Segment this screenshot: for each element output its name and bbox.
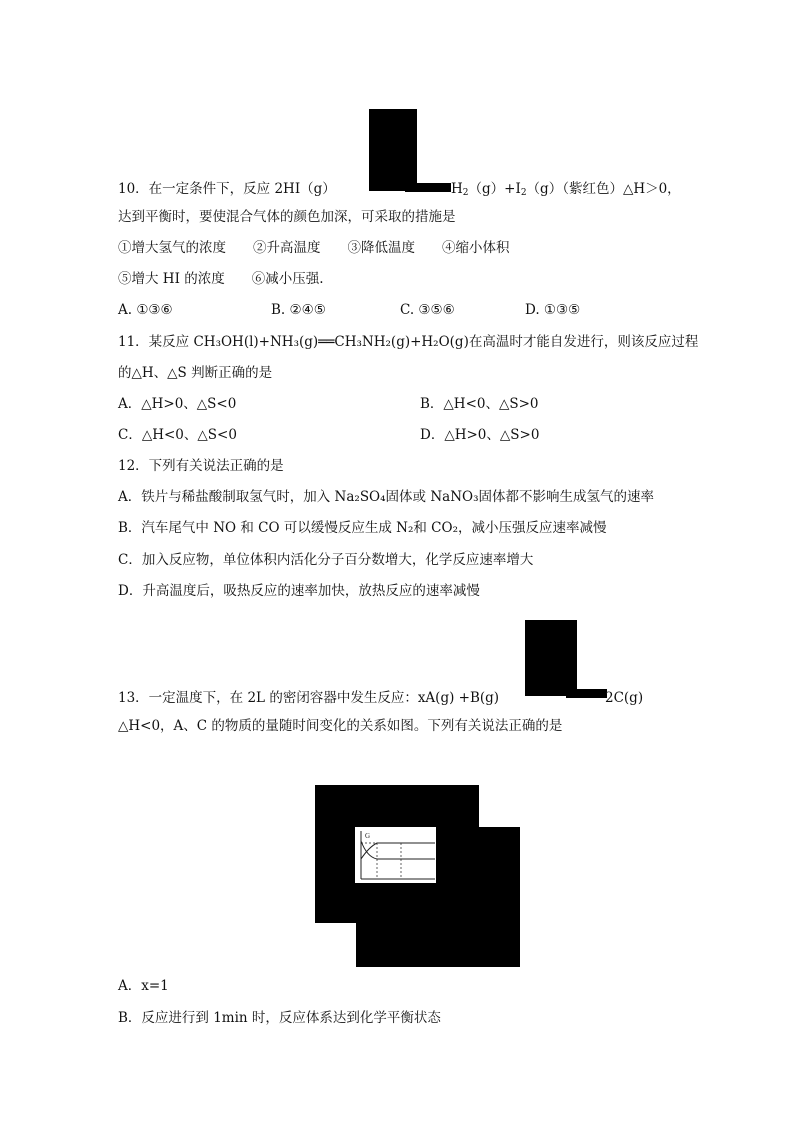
- redaction-block-q13-arrow: [566, 689, 607, 698]
- q10-line1-right: [451, 180, 681, 202]
- q10-option-c: C. ③⑤⑥: [400, 302, 455, 318]
- q13-line1-right: 2C(g): [605, 690, 644, 706]
- q11-line2: 的△H、△S 判断正确的是: [118, 365, 273, 381]
- q11-option-c: C．△H<0、△S<0: [118, 427, 237, 443]
- q12-option-b: B．汽车尾气中 NO 和 CO 可以缓慢反应生成 N₂和 CO₂，减小压强反应速率减慢: [118, 520, 607, 536]
- q11-line1: 11．某反应 CH₃OH(l)+NH₃(g)══CH₃NH₂(g)+H₂O(g)在高温时才能自发进行，则该反应过程: [118, 334, 699, 350]
- q10-line1-start: 10．在一定条件下，反应 2HI（g）: [118, 181, 336, 197]
- q13-line1: 13．一定温度下，在 2L 的密闭容器中发生反应：xA(g) +B(g): [118, 690, 500, 706]
- redaction-block-q13-tall: [525, 620, 577, 696]
- q10-h2-sub: 2: [462, 188, 469, 198]
- q10-items1: ①增大氢气的浓度 ②升高温度 ③降低温度 ④缩小体积: [118, 240, 510, 256]
- q11-option-a: A．△H>0、△S<0: [118, 396, 237, 412]
- q10-option-d: D. ①③⑤: [525, 302, 581, 318]
- q10-i2-text: （g）+I: [468, 181, 521, 197]
- redaction-block-q10-arrow: [405, 183, 451, 192]
- q10-i2-sub: 2: [520, 188, 527, 198]
- q10-line2: 达到平衡时，要使混合气体的颜色加深，可采取的措施是: [118, 209, 456, 225]
- graph-svg: [355, 827, 436, 883]
- q11-option-d: D．△H>0、△S>0: [420, 427, 540, 443]
- q10-h2-text: H: [451, 181, 463, 197]
- graph-label-g: G: [365, 832, 371, 840]
- q10-option-b: B. ②④⑤: [271, 302, 326, 318]
- figure-redaction-bottom: [356, 923, 479, 967]
- q10-items2: ⑤增大 HI 的浓度 ⑥减小压强.: [118, 271, 324, 287]
- q10-line1-end: （g）（紫红色）△H＞0，: [526, 181, 681, 197]
- q10-option-a: A. ①③⑥: [118, 302, 173, 318]
- figure-redaction-right-strip: [479, 827, 520, 967]
- q11-option-b: B．△H<0、△S>0: [420, 396, 539, 412]
- q10-line1: [118, 180, 336, 198]
- figure-redaction-right: [436, 827, 479, 883]
- q12-option-c: C．加入反应物，单位体积内活化分子百分数增大，化学反应速率增大: [118, 552, 534, 568]
- amount-time-graph: [355, 827, 436, 883]
- figure-redaction-top: [315, 785, 479, 827]
- q13-option-b: B．反应进行到 1min 时，反应体系达到化学平衡状态: [118, 1010, 441, 1026]
- figure-redaction-left: [315, 827, 355, 883]
- q12-option-a: A．铁片与稀盐酸制取氢气时，加入 Na₂SO₄固体或 NaNO₃固体都不影响生成氢气的速率: [118, 489, 654, 505]
- q12-stem: 12．下列有关说法正确的是: [118, 458, 284, 474]
- graph-curve-a: [361, 841, 435, 859]
- figure-redaction-middle: [315, 883, 479, 923]
- q12-option-d: D．升高温度后，吸热反应的速率加快，放热反应的速率减慢: [118, 583, 480, 599]
- q13-option-a: A．x=1: [118, 978, 169, 994]
- q13-line2: △H<0，A、C 的物质的量随时间变化的关系如图。下列有关说法正确的是: [118, 718, 563, 734]
- redaction-block-q10-tall: [369, 109, 417, 191]
